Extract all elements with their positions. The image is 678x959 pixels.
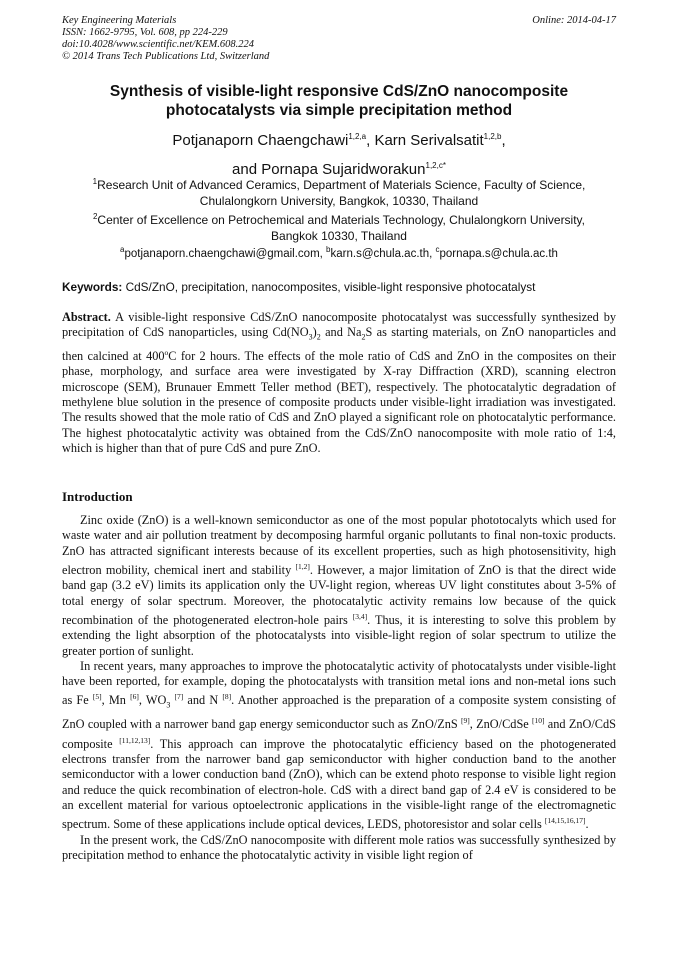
intro-paragraph-1 (62, 513, 616, 659)
affiliation-1 (62, 174, 616, 209)
email-c: pornapa.s@chula.ac.th (439, 247, 558, 260)
abstract-text: A visible-light responsive CdS/ZnO nanocomposite photocatalyst was successfully synthesized by precipitation of CdS nanoparticles, using Cd(NO (62, 310, 616, 340)
para-text: Zinc oxide (ZnO) is a well-known semiconductor as one of the most popular phototocalyts which used for waste water and air pollution treatment by decomposing harmful organic pollutants to final non-toxic products. ZnO has attracted significant interests because of its excellent properties, such as high photosensitivity, high electron mobility, chemical inert and stability (62, 513, 616, 577)
para-sub: 3 (166, 701, 171, 710)
email-a-sup: a (120, 245, 125, 254)
journal-meta (62, 15, 269, 63)
keywords (62, 280, 616, 294)
para-text: and N (183, 693, 223, 708)
email-b: karn.s@chula.ac.th, (330, 247, 436, 260)
abstract-text: S as starting materials, on ZnO nanoparticles and then calcined at 400 (62, 325, 616, 364)
para-text: and ZnO/CdS composite (62, 717, 616, 751)
para-text: , WO (138, 693, 167, 708)
citation: [8] (222, 692, 232, 702)
abstract-sub: 3 (308, 332, 313, 342)
abstract-label: Abstract. (62, 310, 111, 324)
para-text: In recent years, many approaches to improve the photocatalytic activity of photocatalysts under visible-light have been reported, for example, doping the photocatalysts with transition metal ions and non-metal ions such as Fe (62, 658, 616, 708)
abstract-sub: 2 (316, 332, 321, 342)
journal-name: Key Engineering Materials (62, 15, 177, 26)
aff-1-line-2: Chulalongkorn University, Bangkok, 10330, Thailand (199, 193, 479, 208)
para-text: , ZnO/CdSe (469, 717, 533, 732)
abstract (62, 310, 616, 456)
abstract-text: and Na (320, 325, 362, 340)
citation: [5] (92, 692, 102, 702)
paper-title (62, 82, 616, 120)
author-and: and (232, 161, 262, 178)
citation: [3,4] (352, 611, 368, 621)
author-1: Potjanaporn Chaengchawi (172, 132, 349, 149)
aff-1-line-1 (62, 174, 616, 194)
citation: [1,2] (295, 561, 310, 571)
para-text: . Thus, it is interesting to solve this problem by extending the light absorption of the photocatalysts into visible-light region of solar spectrum to utilize the greater portion of sunlight. (62, 612, 616, 658)
para-text: . However, a major limitation of ZnO is that the direct wide band gap (3.2 eV) limits its application only the UV-light region, whereas UV light constitutes about 3-5% of total energy of solar spectrum. Moreover, the photocatalytic activity remains low because of the quick recombination of the photogenerated electron-hole pairs (62, 562, 616, 627)
para-text: . (585, 817, 589, 832)
aff-2-num: 2 (92, 212, 98, 221)
email-a: potjanaporn.chaengchawi@gmail.com, (124, 247, 327, 260)
introduction-heading: Introduction (62, 489, 133, 504)
para-text: . This approach can improve the photocatalytic efficiency based on the photogenerated electrons transfer from the narrower band gap semiconductor with higher conduction band to the another semiconductor with a lower conduction band (ZnO), which can be extend photo response to visible light region and reduce the quick recombination of electron-hole. CdS with a direct band gap of 2.4 eV is considered to be an excellent material for various optoelectronic applications in the visible-light range of the electromagnetic spectrum. Some of these applications include optical devices, LEDS, photoresistor and solar cells (62, 736, 616, 832)
aff-2-text-1: Center of Excellence on Petrochemical and Materials Technology, Chulalongkorn University, (97, 213, 586, 227)
abstract-sup: o (164, 348, 169, 358)
intro-paragraph-2 (62, 659, 616, 833)
journal-issn: ISSN: 1662-9795, Vol. 608, pp 224-229 (62, 27, 228, 38)
author-emails (62, 245, 616, 260)
keywords-label: Keywords: (62, 280, 123, 294)
citation: [11,12,13] (119, 735, 151, 745)
email-b-sup: b (326, 245, 331, 254)
author-3: Pornapa Sujaridworakun (261, 161, 426, 178)
para-text: . Another approached is the preparation of a composite system consisting of ZnO coupled with a narrower band gap energy semiconductor such as ZnO/ZnS (62, 693, 616, 732)
online-date: Online: 2014-04-17 (532, 15, 616, 26)
author-sep-1: , (366, 132, 375, 149)
citation: [6] (130, 692, 139, 702)
aff-1-text-1: Research Unit of Advanced Ceramics, Department of Materials Science, Faculty of Science, (97, 178, 586, 192)
email-c-sup: c (435, 245, 440, 254)
title-line-1: Synthesis of visible-light responsive CdS/ZnO nanocomposite (109, 83, 569, 100)
introduction-body (62, 513, 616, 863)
keywords-text: CdS/ZnO, precipitation, nanocomposites, visible-light responsive photocatalyst (122, 280, 536, 294)
aff-2-line-2: Bangkok 10330, Thailand (271, 228, 407, 243)
abstract-sub: 2 (361, 332, 366, 342)
author-2-sup: 1,2,b (483, 132, 502, 141)
aff-1-num: 1 (92, 177, 98, 186)
intro-paragraph-3: In the present work, the CdS/ZnO nanocomposite with different mole ratios was successfully synthesized by precipitation method to enhance the photocatalytic activity in visible light region of (62, 832, 616, 862)
abstract-text: C for 2 hours. The effects of the mole ratio of CdS and ZnO in the composites on their phase, morphology, and surface area were investigated by X-ray Diffraction (XRD), scanning electron microscope (SEM), Brunauer Emmett Teller method (BET), respectively. The photocatalytic degradation of methylene blue solution in the presence of composite products under visible-light irradiation was investigated. The results showed that the mole ratio of CdS and ZnO played a significant role on photocatalytic performance. The highest photocatalytic activity was obtained from the CdS/ZnO nanocomposite with mole ratio of 1:4, which is higher than that of pure CdS and pure ZnO. (62, 349, 616, 455)
author-2: Karn Serivalsatit (374, 132, 484, 149)
affiliation-2 (62, 209, 616, 244)
author-3-sup: 1,2,c* (425, 161, 446, 170)
journal-doi: doi:10.4028/www.scientific.net/KEM.608.224 (62, 39, 254, 50)
title-line-2: photocatalysts via simple precipitation method (165, 102, 513, 119)
citation: [9] (461, 716, 470, 726)
authors-line-1 (62, 124, 616, 153)
citation: [7] (174, 692, 184, 702)
aff-2-line-1 (62, 209, 616, 229)
journal-copyright: © 2014 Trans Tech Publications Ltd, Switzerland (62, 51, 270, 62)
citation: [10] (532, 716, 545, 726)
abstract-text: ) (312, 325, 317, 340)
citation: [14,15,16,17] (544, 816, 586, 826)
author-sep-2: , (501, 132, 506, 149)
para-text: , Mn (101, 693, 131, 708)
author-1-sup: 1,2,a (348, 132, 367, 141)
